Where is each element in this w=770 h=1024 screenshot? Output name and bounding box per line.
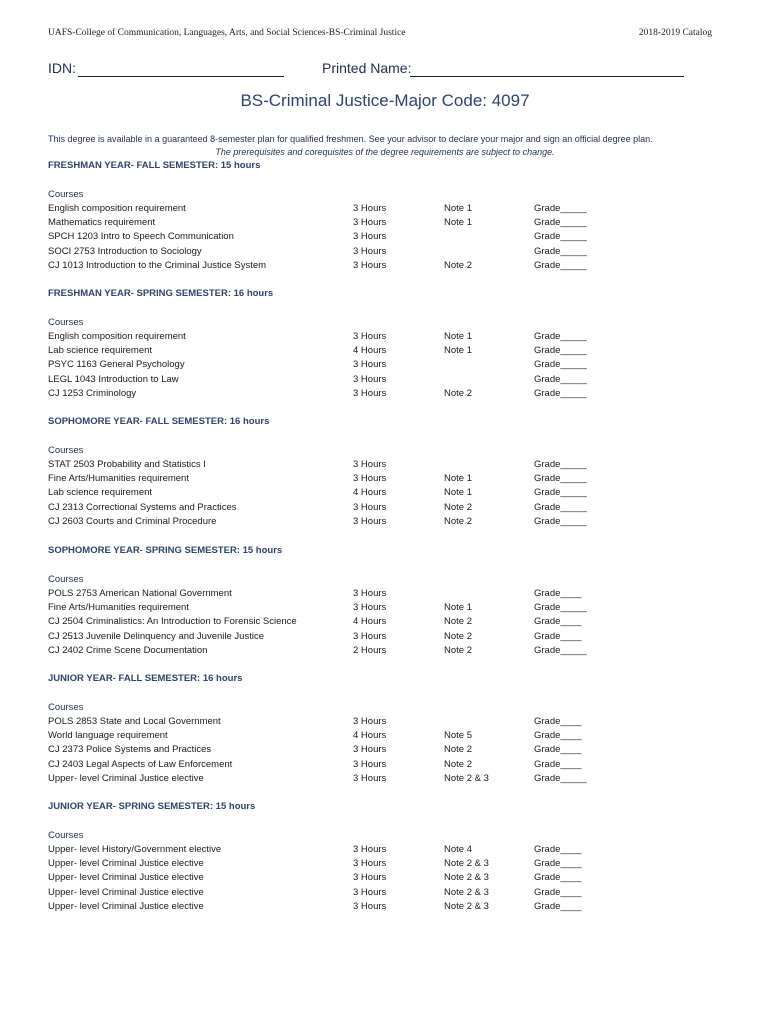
- course-name: SPCH 1203 Intro to Speech Communication: [48, 231, 234, 243]
- course-name: Upper- level Criminal Justice elective: [48, 900, 204, 912]
- course-hours: 3 Hours: [353, 588, 387, 599]
- course-grade-field[interactable]: Grade_____: [534, 644, 587, 656]
- course-note: Note 2 & 3: [444, 900, 489, 912]
- course-row: [48, 345, 708, 359]
- course-name: CJ 2513 Juvenile Delinquency and Juvenile Justice: [48, 630, 264, 642]
- course-row: [48, 588, 708, 602]
- courses-label: Courses: [48, 574, 84, 585]
- course-note: Note 2: [444, 387, 472, 399]
- course-note: Note 2 & 3: [444, 886, 489, 898]
- course-hours: 4 Hours: [353, 487, 387, 499]
- course-row: [48, 246, 708, 260]
- courses-label: Courses: [48, 189, 84, 200]
- course-row: [48, 716, 708, 730]
- course-grade-field[interactable]: Grade_____: [534, 473, 587, 485]
- course-grade-field[interactable]: Grade_____: [534, 501, 587, 513]
- course-grade-field[interactable]: Grade____: [534, 616, 582, 628]
- course-row: [48, 502, 708, 516]
- course-name: Upper- level History/Government elective: [48, 844, 222, 855]
- course-name: Upper- level Criminal Justice elective: [48, 772, 204, 784]
- course-hours: 4 Hours: [353, 730, 387, 742]
- course-row: [48, 844, 708, 858]
- course-note: Note 2: [444, 644, 472, 656]
- course-row: [48, 773, 708, 787]
- semester-heading: JUNIOR YEAR- SPRING SEMESTER: 15 hours: [48, 801, 256, 812]
- course-grade-field[interactable]: Grade_____: [534, 345, 587, 357]
- course-row: [48, 260, 708, 274]
- course-row: [48, 872, 708, 886]
- course-row: [48, 459, 708, 473]
- course-grade-field[interactable]: Grade____: [534, 588, 582, 599]
- course-hours: 2 Hours: [353, 644, 387, 656]
- course-row: [48, 602, 708, 616]
- printed-name-field[interactable]: [410, 76, 684, 77]
- course-hours: 3 Hours: [353, 630, 387, 642]
- intro-note: The prerequisites and corequisites of the degree requirements are subject to change.: [215, 147, 555, 157]
- course-row: [48, 516, 708, 530]
- course-name: Lab science requirement: [48, 487, 153, 499]
- course-grade-field[interactable]: Grade____: [534, 758, 582, 770]
- course-note: Note 2: [444, 501, 472, 513]
- course-note: Note 2 & 3: [444, 858, 489, 870]
- course-hours: 3 Hours: [353, 858, 387, 870]
- course-hours: 3 Hours: [353, 217, 387, 229]
- course-hours: 3 Hours: [353, 259, 387, 271]
- course-name: CJ 2402 Crime Scene Documentation: [48, 644, 208, 656]
- course-hours: 4 Hours: [353, 616, 387, 628]
- course-grade-field[interactable]: Grade_____: [534, 231, 587, 243]
- course-note: Note 2 & 3: [444, 772, 489, 784]
- course-note: Note 2: [444, 758, 472, 770]
- course-note: Note 1: [444, 602, 472, 614]
- course-grade-field[interactable]: Grade_____: [534, 331, 587, 342]
- course-note: Note 1: [444, 203, 472, 214]
- course-grade-field[interactable]: Grade____: [534, 844, 582, 855]
- course-grade-field[interactable]: Grade_____: [534, 259, 587, 271]
- course-row: [48, 759, 708, 773]
- course-name: PSYC 1163 General Psychology: [48, 359, 185, 371]
- header-college: UAFS-College of Communication, Languages, Arts, and Social Sciences-BS-Criminal Justice: [48, 28, 406, 38]
- course-name: English composition requirement: [48, 331, 186, 342]
- course-name: POLS 2753 American National Government: [48, 588, 232, 599]
- course-name: CJ 2373 Police Systems and Practices: [48, 744, 212, 756]
- course-note: Note 2: [444, 515, 472, 527]
- course-grade-field[interactable]: Grade_____: [534, 772, 587, 784]
- semester-heading: FRESHMAN YEAR- FALL SEMESTER: 15 hours: [48, 160, 261, 171]
- course-row: [48, 374, 708, 388]
- course-row: [48, 858, 708, 872]
- course-row: [48, 730, 708, 744]
- course-hours: 3 Hours: [353, 203, 387, 214]
- course-hours: 3 Hours: [353, 501, 387, 513]
- course-hours: 3 Hours: [353, 744, 387, 756]
- course-name: Lab science requirement: [48, 345, 153, 357]
- course-grade-field[interactable]: Grade____: [534, 716, 582, 727]
- semester-heading: SOPHOMORE YEAR- SPRING SEMESTER: 15 hours: [48, 545, 283, 556]
- course-note: Note 1: [444, 473, 472, 485]
- course-hours: 3 Hours: [353, 772, 387, 784]
- course-row: [48, 231, 708, 245]
- course-hours: 3 Hours: [353, 373, 387, 385]
- course-row: [48, 631, 708, 645]
- course-row: [48, 901, 708, 915]
- course-hours: 3 Hours: [353, 758, 387, 770]
- course-hours: 3 Hours: [353, 886, 387, 898]
- course-grade-field[interactable]: Grade_____: [534, 387, 587, 399]
- course-grade-field[interactable]: Grade____: [534, 886, 582, 898]
- course-grade-field[interactable]: Grade____: [534, 872, 582, 884]
- course-row: [48, 217, 708, 231]
- course-name: CJ 2403 Legal Aspects of Law Enforcement: [48, 758, 233, 770]
- course-name: SOCI 2753 Introduction to Sociology: [48, 245, 202, 257]
- course-grade-field[interactable]: Grade_____: [534, 602, 587, 614]
- course-row: [48, 744, 708, 758]
- course-note: Note 2: [444, 259, 472, 271]
- course-grade-field[interactable]: Grade_____: [534, 487, 587, 499]
- courses-label: Courses: [48, 317, 84, 328]
- course-row: [48, 887, 708, 901]
- course-grade-field[interactable]: Grade____: [534, 630, 582, 642]
- course-row: [48, 359, 708, 373]
- course-hours: 3 Hours: [353, 844, 387, 855]
- course-note: Note 1: [444, 331, 472, 342]
- course-row: [48, 616, 708, 630]
- courses-label: Courses: [48, 702, 84, 713]
- course-hours: 3 Hours: [353, 900, 387, 912]
- course-name: Mathematics requirement: [48, 217, 156, 229]
- course-name: CJ 2313 Correctional Systems and Practices: [48, 501, 237, 513]
- course-hours: 3 Hours: [353, 515, 387, 527]
- course-name: LEGL 1043 Introduction to Law: [48, 373, 179, 385]
- course-grade-field[interactable]: Grade_____: [534, 217, 587, 229]
- course-grade-field[interactable]: Grade_____: [534, 203, 587, 214]
- course-note: Note 2: [444, 616, 472, 628]
- course-name: CJ 1013 Introduction to the Criminal Justice System: [48, 259, 267, 271]
- course-hours: 3 Hours: [353, 716, 387, 727]
- course-hours: 3 Hours: [353, 387, 387, 399]
- course-name: CJ 1253 Criminology: [48, 387, 137, 399]
- course-note: Note 1: [444, 217, 472, 229]
- course-row: [48, 203, 708, 217]
- printed-name-label: Printed Name:: [322, 60, 412, 76]
- course-grade-field[interactable]: Grade_____: [534, 245, 587, 257]
- course-name: English composition requirement: [48, 203, 186, 214]
- semester-heading: FRESHMAN YEAR- SPRING SEMESTER: 16 hours: [48, 288, 274, 299]
- course-name: Fine Arts/Humanities requirement: [48, 473, 189, 485]
- course-hours: 3 Hours: [353, 602, 387, 614]
- courses-label: Courses: [48, 445, 84, 456]
- course-row: [48, 331, 708, 345]
- courses-label: Courses: [48, 830, 84, 841]
- course-grade-field[interactable]: Grade_____: [534, 359, 587, 371]
- course-row: [48, 645, 708, 659]
- course-hours: 3 Hours: [353, 359, 387, 371]
- page-title: BS-Criminal Justice-Major Code: 4097: [240, 91, 530, 110]
- course-name: Upper- level Criminal Justice elective: [48, 858, 204, 870]
- course-hours: 3 Hours: [353, 245, 387, 257]
- course-name: Fine Arts/Humanities requirement: [48, 602, 189, 614]
- course-name: CJ 2603 Courts and Criminal Procedure: [48, 515, 217, 527]
- course-name: CJ 2504 Criminalistics: An Introduction to Forensic Science: [48, 616, 297, 628]
- intro-text: This degree is available in a guaranteed 8-semester plan for qualified freshmen. See your advisor to declare your major and sign an official degree plan.: [48, 134, 653, 144]
- course-name: POLS 2853 State and Local Government: [48, 716, 221, 727]
- course-hours: 3 Hours: [353, 473, 387, 485]
- header-catalog-year: 2018-2019 Catalog: [638, 28, 712, 38]
- course-note: Note 2: [444, 630, 472, 642]
- course-row: [48, 388, 708, 402]
- course-hours: 3 Hours: [353, 231, 387, 243]
- course-name: World language requirement: [48, 730, 168, 742]
- course-grade-field[interactable]: Grade_____: [534, 373, 587, 385]
- course-note: Note 2: [444, 744, 472, 756]
- course-grade-field[interactable]: Grade____: [534, 744, 582, 756]
- course-hours: 3 Hours: [353, 331, 387, 342]
- course-grade-field[interactable]: Grade____: [534, 900, 582, 912]
- course-name: STAT 2503 Probability and Statistics I: [48, 459, 206, 470]
- course-note: Note 1: [444, 487, 472, 499]
- course-name: Upper- level Criminal Justice elective: [48, 886, 204, 898]
- course-note: Note 2 & 3: [444, 872, 489, 884]
- semester-heading: JUNIOR YEAR- FALL SEMESTER: 16 hours: [48, 673, 243, 684]
- course-hours: 3 Hours: [353, 872, 387, 884]
- course-note: Note 4: [444, 844, 472, 855]
- course-grade-field[interactable]: Grade____: [534, 730, 582, 742]
- course-grade-field[interactable]: Grade____: [534, 858, 582, 870]
- course-hours: 4 Hours: [353, 345, 387, 357]
- course-note: Note 1: [444, 345, 472, 357]
- course-grade-field[interactable]: Grade_____: [534, 515, 587, 527]
- course-name: Upper- level Criminal Justice elective: [48, 872, 204, 884]
- course-row: [48, 487, 708, 501]
- idn-field[interactable]: [78, 76, 284, 77]
- course-grade-field[interactable]: Grade_____: [534, 459, 587, 470]
- idn-label: IDN:: [48, 60, 76, 76]
- course-hours: 3 Hours: [353, 459, 387, 470]
- course-row: [48, 473, 708, 487]
- course-note: Note 5: [444, 730, 472, 742]
- student-info-row: [48, 60, 708, 80]
- semester-heading: SOPHOMORE YEAR- FALL SEMESTER: 16 hours: [48, 416, 270, 427]
